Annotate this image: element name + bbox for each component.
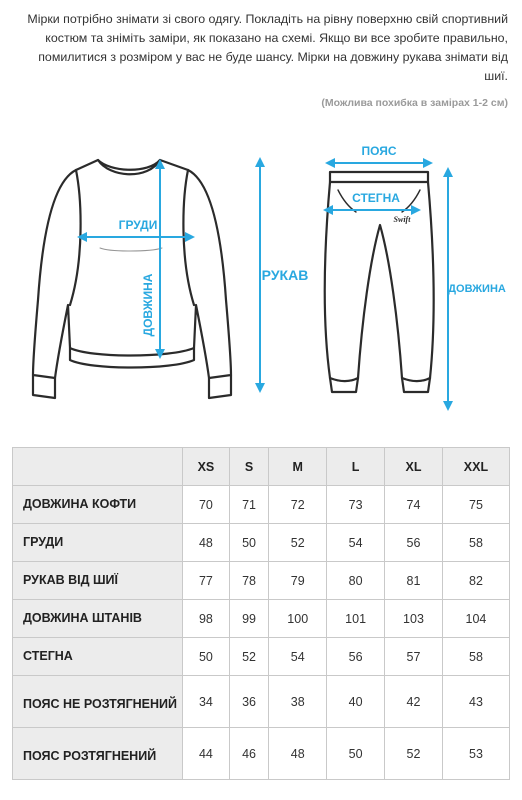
table-cell: 104 bbox=[442, 600, 509, 638]
sleeve-label: РУКАВ bbox=[261, 267, 309, 283]
waist-label: ПОЯС bbox=[361, 144, 397, 158]
table-row bbox=[13, 524, 510, 562]
table-cell: 40 bbox=[327, 676, 385, 728]
table-cell: 46 bbox=[229, 728, 268, 780]
size-column-header: XS bbox=[183, 448, 230, 486]
size-table bbox=[12, 447, 510, 780]
table-cell: 50 bbox=[183, 638, 230, 676]
header-empty-cell bbox=[13, 448, 183, 486]
table-cell: 38 bbox=[269, 676, 327, 728]
table-row bbox=[13, 638, 510, 676]
table-cell: 54 bbox=[327, 524, 385, 562]
table-cell: 99 bbox=[229, 600, 268, 638]
sweatshirt-icon bbox=[33, 160, 231, 398]
table-cell: 56 bbox=[327, 638, 385, 676]
table-cell: 48 bbox=[269, 728, 327, 780]
row-label: ДОВЖИНА КОФТИ bbox=[13, 486, 183, 524]
table-row bbox=[13, 728, 510, 780]
size-table-header bbox=[13, 448, 510, 486]
table-cell: 77 bbox=[183, 562, 230, 600]
table-cell: 52 bbox=[269, 524, 327, 562]
table-cell: 101 bbox=[327, 600, 385, 638]
size-column-header: L bbox=[327, 448, 385, 486]
table-cell: 54 bbox=[269, 638, 327, 676]
row-label: СТЕГНА bbox=[13, 638, 183, 676]
table-cell: 81 bbox=[385, 562, 443, 600]
row-label: ПОЯС НЕ РОЗТЯГНЕНИЙ bbox=[13, 676, 183, 728]
size-column-header: M bbox=[269, 448, 327, 486]
size-column-header: S bbox=[229, 448, 268, 486]
row-label: ДОВЖИНА ШТАНІВ bbox=[13, 600, 183, 638]
table-cell: 80 bbox=[327, 562, 385, 600]
row-label: РУКАВ ВІД ШИЇ bbox=[13, 562, 183, 600]
row-label: ГРУДИ bbox=[13, 524, 183, 562]
brand-logo: Swift bbox=[393, 215, 411, 224]
table-cell: 73 bbox=[327, 486, 385, 524]
table-row bbox=[13, 676, 510, 728]
table-row bbox=[13, 486, 510, 524]
intro-text: Мірки потрібно знімати зі свого одягу. Покладіть на рівну поверхню свій спортивний костюм та зніміть заміри, як показано на схемі. Якщо ви все зробите правильно, помилитися з розміром у вас не буде шансу. Мірки на довжину рукава знімати від шиї. bbox=[27, 12, 508, 83]
table-cell: 78 bbox=[229, 562, 268, 600]
table-row bbox=[13, 600, 510, 638]
table-cell: 42 bbox=[385, 676, 443, 728]
table-cell: 71 bbox=[229, 486, 268, 524]
table-cell: 34 bbox=[183, 676, 230, 728]
table-cell: 79 bbox=[269, 562, 327, 600]
table-cell: 36 bbox=[229, 676, 268, 728]
table-cell: 50 bbox=[229, 524, 268, 562]
table-cell: 43 bbox=[442, 676, 509, 728]
size-column-header: XL bbox=[385, 448, 443, 486]
table-cell: 58 bbox=[442, 638, 509, 676]
table-cell: 50 bbox=[327, 728, 385, 780]
table-cell: 56 bbox=[385, 524, 443, 562]
row-label: ПОЯС РОЗТЯГНЕНИЙ bbox=[13, 728, 183, 780]
length-label: ДОВЖИНА bbox=[141, 273, 155, 337]
table-cell: 52 bbox=[229, 638, 268, 676]
table-cell: 100 bbox=[269, 600, 327, 638]
table-cell: 57 bbox=[385, 638, 443, 676]
table-cell: 52 bbox=[385, 728, 443, 780]
table-cell: 74 bbox=[385, 486, 443, 524]
pants-length-label: ДОВЖИНА bbox=[448, 283, 506, 295]
pants-icon bbox=[325, 172, 434, 392]
table-cell: 70 bbox=[183, 486, 230, 524]
table-cell: 98 bbox=[183, 600, 230, 638]
size-column-header: XXL bbox=[442, 448, 509, 486]
table-cell: 82 bbox=[442, 562, 509, 600]
table-cell: 72 bbox=[269, 486, 327, 524]
hips-label: СТЕГНА bbox=[352, 191, 400, 205]
table-cell: 58 bbox=[442, 524, 509, 562]
measurement-diagram bbox=[0, 130, 522, 430]
table-cell: 48 bbox=[183, 524, 230, 562]
measurement-error-note: (Можлива похибка в замірах 1-2 см) bbox=[321, 97, 508, 109]
table-cell: 44 bbox=[183, 728, 230, 780]
table-cell: 53 bbox=[442, 728, 509, 780]
table-cell: 75 bbox=[442, 486, 509, 524]
chest-label: ГРУДИ bbox=[118, 218, 158, 232]
table-cell: 103 bbox=[385, 600, 443, 638]
table-row bbox=[13, 562, 510, 600]
